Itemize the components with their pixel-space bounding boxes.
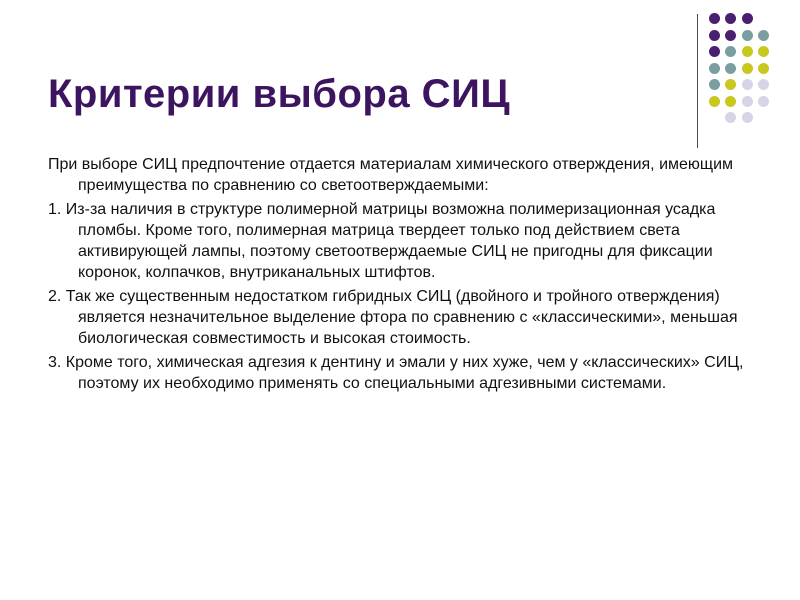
decorative-dot (725, 46, 736, 57)
decorative-dot (758, 46, 769, 57)
decorative-dot (742, 13, 753, 24)
point-3-paragraph: 3. Кроме того, химическая адгезия к дентину и эмали у них хуже, чем у «классических» СИЦ, поэтому их необходимо применять со специальными адгезивными системами. (48, 354, 744, 392)
point-2-paragraph: 2. Так же существенным недостатком гибридных СИЦ (двойного и тройного отверждения) является незначительное выделение фтора по сравнению с «классическими», меньшая биологическая совместимость и высокая стоимость. (48, 288, 738, 347)
decorative-dot (725, 112, 736, 123)
decorative-dot (725, 13, 736, 24)
decorative-dot (758, 79, 769, 90)
decorative-dot (709, 13, 720, 24)
decorative-dot (758, 63, 769, 74)
decorative-dot (758, 96, 769, 107)
decorative-dot (709, 46, 720, 57)
decorative-dot (725, 30, 736, 41)
vertical-divider (697, 14, 698, 148)
decorative-dot (709, 30, 720, 41)
point-1-paragraph: 1. Из-за наличия в структуре полимерной матрицы возможна полимеризационная усадка пломбы. Кроме того, полимерная матрица твердеет только под действием света активирующей лампы, поэтому светоотверждаемые СИЦ не пригодны для фиксации коронок, колпачков, внутриканальных штифтов. (48, 201, 716, 281)
decorative-dot (725, 79, 736, 90)
slide-body (48, 154, 768, 397)
decorative-dot (742, 112, 753, 123)
decorative-dot (742, 96, 753, 107)
slide-title: Критерии выбора СИЦ (48, 72, 511, 116)
decorative-dot (742, 63, 753, 74)
intro-paragraph: При выборе СИЦ предпочтение отдается материалам химического отверждения, имеющим преимущества по сравнению со светоотверждаемыми: (48, 156, 733, 194)
decorative-dot (742, 30, 753, 41)
decorative-dot (709, 63, 720, 74)
decorative-dot (758, 30, 769, 41)
decorative-dot (709, 96, 720, 107)
decorative-dot (725, 63, 736, 74)
decorative-dot (742, 46, 753, 57)
decorative-dot (725, 96, 736, 107)
decorative-dot (742, 79, 753, 90)
decorative-dot (709, 79, 720, 90)
